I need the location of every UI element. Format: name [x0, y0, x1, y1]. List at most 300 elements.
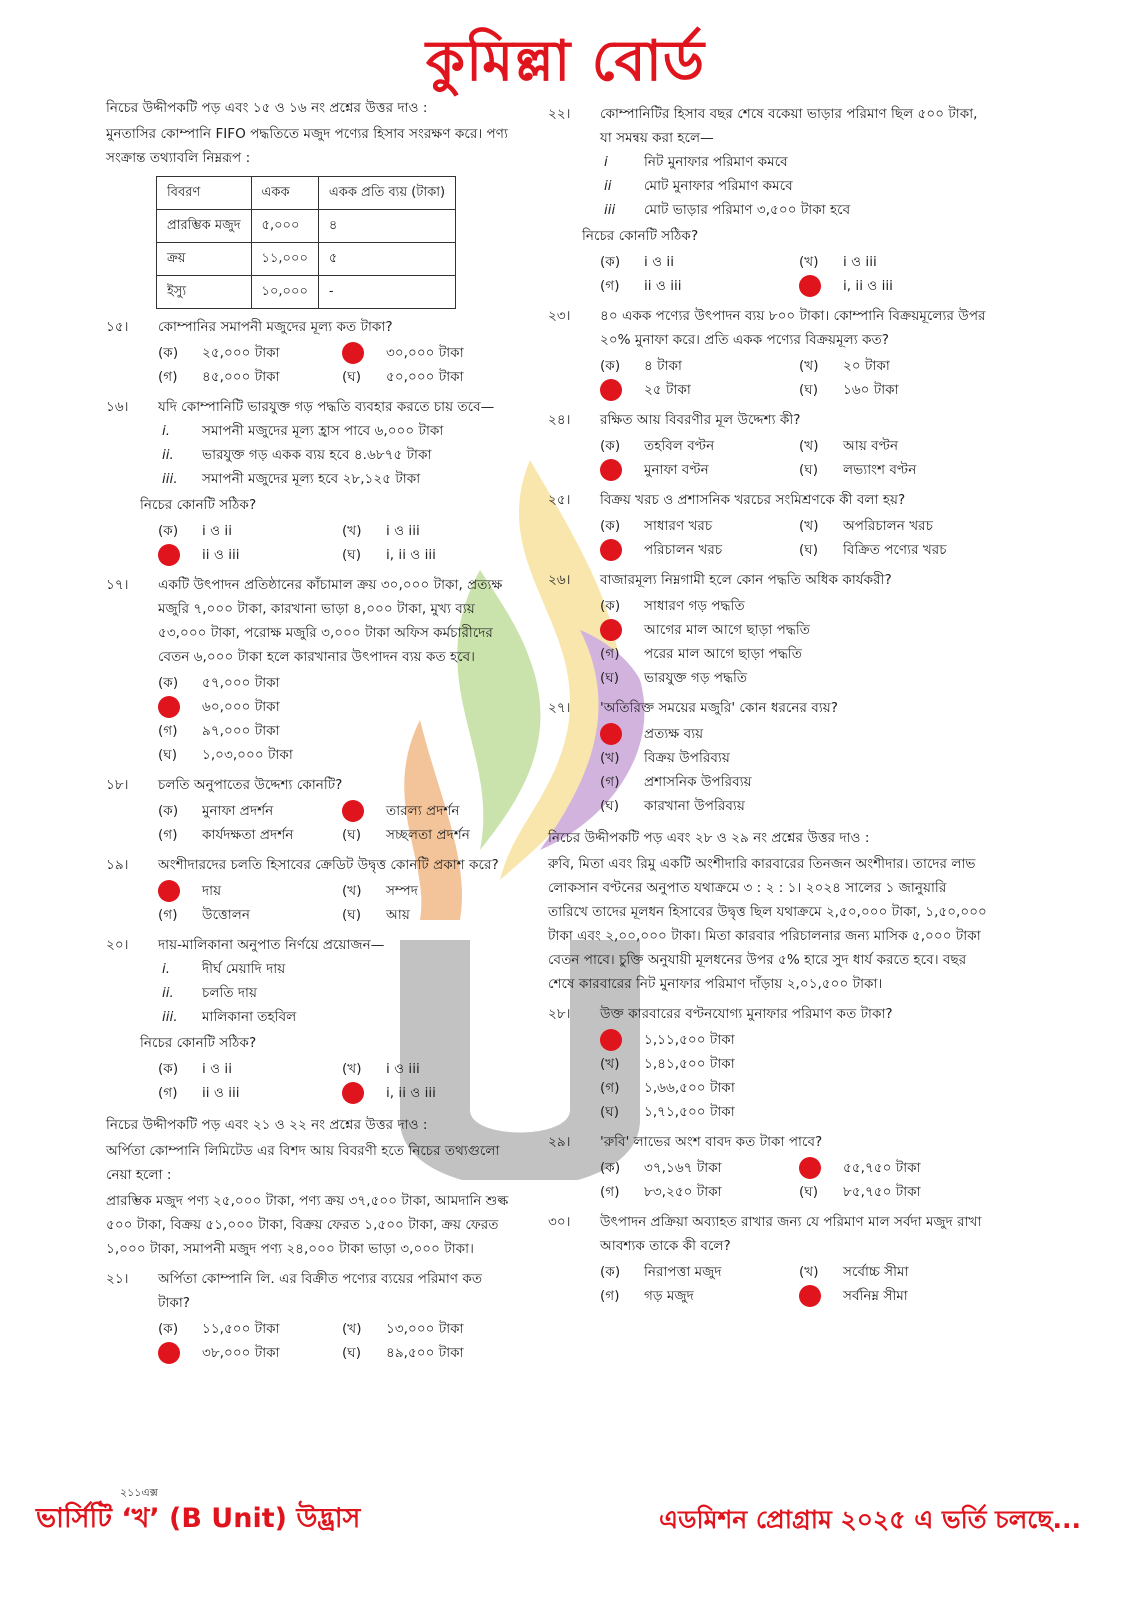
answer-option[interactable] [158, 719, 516, 743]
option-text: ৬০,০০০ টাকা [202, 699, 280, 715]
option-text: প্রত্যক্ষ ব্যয় [644, 726, 704, 742]
answer-option[interactable] [600, 642, 988, 666]
table-cell: ইস্যু [157, 276, 252, 309]
answer-option[interactable] [799, 458, 988, 482]
table-header-cell: একক প্রতি ব্যয় (টাকা) [318, 177, 455, 210]
answer-option[interactable] [799, 538, 988, 562]
question-text: অংশীদারদের চলতি হিসাবের ক্রেডিট উদ্বৃত্ত কোনটি প্রকাশ করে? [158, 857, 499, 873]
question-number: ৩০। [548, 1214, 571, 1230]
marked-answer-dot [600, 539, 622, 561]
option-text: ii ও iii [644, 278, 682, 294]
option-text: অপরিচালন খরচ [843, 518, 933, 534]
option-text: i ও ii [644, 254, 674, 270]
option-text: ২৫,০০০ টাকা [202, 345, 280, 361]
right-question-list-2 [548, 1002, 988, 1308]
answer-option[interactable] [158, 1317, 332, 1341]
option-label: (খ) [799, 254, 819, 270]
option-text: ১৩,০০০ টাকা [386, 1321, 464, 1337]
question-number: ২০। [106, 937, 129, 953]
option-text: ১,৪১,৫০০ টাকা [644, 1056, 735, 1072]
options-list [158, 519, 516, 567]
statement-item [162, 467, 516, 491]
option-label: (গ) [600, 1184, 620, 1200]
option-text: লভ্যাংশ বণ্টন [843, 462, 917, 478]
question-item [548, 1210, 988, 1308]
marked-answer-dot [799, 1285, 821, 1307]
answer-option[interactable] [158, 543, 332, 567]
table-cell: ৫,০০০ [251, 210, 318, 243]
option-text: দায় [202, 883, 222, 899]
option-label: (গ) [600, 1080, 620, 1096]
options-list [600, 1260, 988, 1308]
option-label: (ক) [600, 438, 621, 454]
option-text: বিক্রিত পণ্যের খরচ [843, 542, 947, 558]
question-number: ১৯। [106, 857, 129, 873]
statement-item [604, 150, 988, 174]
options-list [600, 434, 988, 482]
option-text: আগের মাল আগে ছাড়া পদ্ধতি [644, 622, 810, 638]
option-text: ভারযুক্ত গড় পদ্ধতি [644, 670, 748, 686]
question-number: ২৯। [548, 1134, 571, 1150]
question-item [548, 304, 988, 402]
options-list [600, 594, 988, 690]
statement-item [162, 981, 516, 1005]
option-label: (গ) [158, 907, 178, 923]
option-text: তহবিল বণ্টন [644, 438, 715, 454]
stimulus-2-text: অর্পিতা কোম্পানি লিমিটেড এর বিশদ আয় বিবরণী হতে নিচের তথ্যগুলো নেয়া হলো : [106, 1143, 500, 1183]
question-body [600, 1130, 988, 1204]
answer-option[interactable] [600, 458, 789, 482]
option-text: সাধারণ খরচ [644, 518, 713, 534]
answer-option[interactable] [600, 538, 789, 562]
statement-text: নিট মুনাফার পরিমাণ কমবে [644, 154, 788, 170]
answer-option[interactable] [600, 1076, 988, 1100]
answer-option[interactable] [600, 594, 988, 618]
answer-option[interactable] [600, 1100, 988, 1124]
statement-text: ভারযুক্ত গড় একক ব্যয় হবে ৪.৬৮৭৫ টাকা [202, 447, 432, 463]
option-label: (খ) [342, 1061, 362, 1077]
option-text: ২৫ টাকা [644, 382, 691, 398]
statement-item [162, 419, 516, 443]
answer-option[interactable] [342, 519, 516, 543]
answer-option[interactable] [799, 1260, 988, 1284]
answer-option[interactable] [600, 746, 988, 770]
question-number: ১৮। [106, 777, 129, 793]
option-text: পরিচালন খরচ [644, 542, 723, 558]
statement-roman: i [604, 154, 608, 170]
question-number: ১৭। [106, 577, 129, 593]
left-column [106, 96, 516, 1365]
question-body [158, 315, 516, 389]
option-text: উত্তোলন [202, 907, 250, 923]
answer-option[interactable] [600, 434, 789, 458]
answer-option[interactable] [158, 743, 516, 767]
option-label: (ঘ) [158, 747, 178, 763]
question-text: কোম্পানিটির হিসাব বছর শেষে বকেয়া ভাড়ার পরিমাণ ছিল ৫০০ টাকা, যা সমন্বয় করা হলে— [600, 106, 978, 146]
options-list [600, 1156, 988, 1204]
answer-option[interactable] [799, 1284, 988, 1308]
answer-option[interactable] [158, 519, 332, 543]
answer-option[interactable] [158, 903, 332, 927]
option-label: (ক) [158, 675, 179, 691]
options-list [600, 1028, 988, 1124]
option-text: সর্বনিম্ন সীমা [843, 1288, 908, 1304]
answer-option[interactable] [158, 799, 332, 823]
option-text: সম্পদ [386, 883, 418, 899]
question-body [600, 568, 988, 690]
option-text: গড় মজুদ [644, 1288, 694, 1304]
option-label: (গ) [158, 723, 178, 739]
option-text: পরের মাল আগে ছাড়া পদ্ধতি [644, 646, 802, 662]
option-text: নিরাপত্তা মজুদ [644, 1264, 722, 1280]
option-label: (ক) [600, 598, 621, 614]
option-label: (খ) [600, 750, 620, 766]
statement-text: সমাপনী মজুদের মূল্য হবে ২৮,১২৫ টাকা [202, 471, 421, 487]
answer-option[interactable] [600, 1284, 789, 1308]
answer-option[interactable] [799, 514, 988, 538]
statement-item [162, 957, 516, 981]
answer-option[interactable] [799, 274, 988, 298]
table-cell: প্রারম্ভিক মজুদ [157, 210, 252, 243]
answer-option[interactable] [342, 879, 516, 903]
options-list [600, 354, 988, 402]
question-ask: নিচের কোনটি সঠিক? [582, 228, 699, 244]
option-text: কারখানা উপরিব্যয় [644, 798, 745, 814]
option-text: i ও iii [843, 254, 877, 270]
option-text: ১,১১,৫০০ টাকা [644, 1032, 735, 1048]
answer-option[interactable] [342, 823, 516, 847]
option-label: (ক) [158, 523, 179, 539]
question-body [158, 853, 516, 927]
option-text: ৪৯,৫০০ টাকা [386, 1345, 464, 1361]
question-text: 'রুবি' লাভের অংশ বাবদ কত টাকা পাবে? [600, 1134, 823, 1150]
question-item [106, 1267, 516, 1365]
option-label: (ঘ) [600, 670, 620, 686]
question-body [158, 573, 516, 767]
question-text: চলতি অনুপাতের উদ্দেশ্য কোনটি? [158, 777, 343, 793]
question-text: রক্ষিত আয় বিবরণীর মূল উদ্দেশ্য কী? [600, 412, 801, 428]
option-text: ৫৫,৭৫০ টাকা [843, 1160, 921, 1176]
answer-option[interactable] [342, 341, 516, 365]
answer-option[interactable] [799, 250, 988, 274]
question-text: কোম্পানির সমাপনী মজুদের মূল্য কত টাকা? [158, 319, 393, 335]
marked-answer-dot [600, 1029, 622, 1051]
question-body [600, 696, 988, 818]
option-text: প্রশাসনিক উপরিব্যয় [644, 774, 752, 790]
answer-option[interactable] [600, 618, 988, 642]
answer-option[interactable] [600, 794, 988, 818]
option-text: বিক্রয় উপরিব্যয় [644, 750, 730, 766]
table-cell: - [318, 276, 455, 309]
question-text: উৎপাদন প্রক্রিয়া অব্যাহত রাখার জন্য যে পরিমাণ মাল সর্বদা মজুদ রাখা আবশ্যক তাকে কী বলে? [600, 1214, 982, 1254]
marked-answer-dot [600, 723, 622, 745]
option-text: আয় [386, 907, 410, 923]
answer-option[interactable] [158, 1081, 332, 1105]
option-label: (খ) [342, 1321, 362, 1337]
question-number: ২১। [106, 1271, 129, 1287]
question-item [106, 933, 516, 1105]
question-ask: নিচের কোনটি সঠিক? [140, 497, 257, 513]
answer-option[interactable] [158, 671, 516, 695]
answer-option[interactable] [342, 1081, 516, 1105]
option-text: ii ও iii [202, 1085, 240, 1101]
answer-option[interactable] [600, 770, 988, 794]
stimulus-1-text: মুনতাসির কোম্পানি FIFO পদ্ধতিতে মজুদ পণ্যের হিসাব সংরক্ষণ করে। পণ্য সংক্রান্ত তথ্যাবলি নিম্নরূপ : [106, 126, 508, 166]
option-label: (ক) [158, 1321, 179, 1337]
option-text: ৪৫,০০০ টাকা [202, 369, 280, 385]
statement-text: মোট মুনাফার পরিমাণ কমবে [644, 178, 793, 194]
stimulus-3-instruction: নিচের উদ্দীপকটি পড় এবং ২৮ ও ২৯ নং প্রশ্নের উত্তর দাও : [548, 830, 870, 846]
answer-option[interactable] [158, 1057, 332, 1081]
answer-option[interactable] [600, 666, 988, 690]
answer-option[interactable] [600, 274, 789, 298]
table-cell: ৫ [318, 243, 455, 276]
question-item [548, 102, 988, 298]
question-number: ২৪। [548, 412, 571, 428]
answer-option[interactable] [158, 1341, 332, 1365]
question-text: যদি কোম্পানিটি ভারযুক্ত গড় পদ্ধতি ব্যবহার করতে চায় তবে— [158, 399, 495, 415]
answer-option[interactable] [799, 354, 988, 378]
question-number: ২৬। [548, 572, 571, 588]
marked-answer-dot [342, 800, 364, 822]
option-label: (খ) [799, 438, 819, 454]
options-list [158, 671, 516, 767]
question-item [548, 408, 988, 482]
marked-answer-dot [600, 619, 622, 641]
option-label: (ঘ) [600, 798, 620, 814]
answer-option[interactable] [799, 1180, 988, 1204]
option-label: (ঘ) [600, 1104, 620, 1120]
answer-option[interactable] [158, 341, 332, 365]
question-text: উক্ত কারবারের বণ্টনযোগ্য মুনাফার পরিমাণ কত টাকা? [600, 1006, 893, 1022]
option-label: (ঘ) [799, 542, 819, 558]
option-text: ৮৫,৭৫০ টাকা [843, 1184, 921, 1200]
question-number: ২৩। [548, 308, 571, 324]
statement-text: সমাপনী মজুদের মূল্য হ্রাস পাবে ৬,০০০ টাকা [202, 423, 444, 439]
question-item [548, 1130, 988, 1204]
option-label: (গ) [600, 774, 620, 790]
marked-answer-dot [158, 880, 180, 902]
option-text: ৪ টাকা [644, 358, 682, 374]
option-label: (খ) [799, 358, 819, 374]
statement-roman: i. [162, 423, 171, 439]
option-label: (ক) [600, 254, 621, 270]
option-text: ৮৩,২৫০ টাকা [644, 1184, 722, 1200]
answer-option[interactable] [600, 514, 789, 538]
marked-answer-dot [158, 696, 180, 718]
table-row [157, 210, 456, 243]
statement-roman: ii [604, 178, 612, 194]
question-number: ২২। [548, 106, 571, 122]
option-text: ১,৭১,৫০০ টাকা [644, 1104, 735, 1120]
table-row [157, 243, 456, 276]
answer-option[interactable] [158, 365, 332, 389]
option-label: (ক) [600, 358, 621, 374]
question-item [106, 395, 516, 567]
marked-answer-dot [158, 544, 180, 566]
option-text: মুনাফা প্রদর্শন [202, 803, 274, 819]
answer-option[interactable] [600, 250, 789, 274]
marked-answer-dot [600, 459, 622, 481]
statement-roman: i. [162, 961, 171, 977]
question-number: ২৫। [548, 492, 571, 508]
table-cell: ৪ [318, 210, 455, 243]
page-tag: ২১১এক্স [120, 1486, 158, 1499]
option-label: (গ) [600, 278, 620, 294]
option-label: (খ) [342, 523, 362, 539]
option-label: (ঘ) [799, 462, 819, 478]
answer-option[interactable] [799, 1156, 988, 1180]
table-cell: ক্রয় [157, 243, 252, 276]
footer-brand: ভার্সিটি ‘খ’ (B Unit) উদ্ভ্রাস [36, 1503, 361, 1534]
option-label: (ক) [600, 1160, 621, 1176]
option-text: মুনাফা বণ্টন [644, 462, 709, 478]
question-ask: নিচের কোনটি সঠিক? [140, 1035, 257, 1051]
option-text: i ও ii [202, 1061, 232, 1077]
options-list [600, 514, 988, 562]
question-item [106, 315, 516, 389]
option-text: ৩৮,০০০ টাকা [202, 1345, 280, 1361]
table-row [157, 276, 456, 309]
options-list [158, 799, 516, 847]
option-text: ১১,৫০০ টাকা [202, 1321, 280, 1337]
answer-option[interactable] [158, 879, 332, 903]
question-body [600, 1002, 988, 1124]
statement-text: মোট ভাড়ার পরিমাণ ৩,৫০০ টাকা হবে [644, 202, 851, 218]
table-cell: ১১,০০০ [251, 243, 318, 276]
option-label: (ঘ) [799, 1184, 819, 1200]
table-header-cell: একক [251, 177, 318, 210]
question-body [158, 1267, 516, 1365]
option-label: (খ) [799, 1264, 819, 1280]
answer-option[interactable] [342, 1341, 516, 1365]
answer-option[interactable] [600, 1052, 988, 1076]
option-text: ii ও iii [202, 547, 240, 563]
question-body [140, 395, 516, 567]
option-label: (খ) [600, 1056, 620, 1072]
option-label: (গ) [158, 827, 178, 843]
answer-option[interactable] [600, 354, 789, 378]
statement-text: চলতি দায় [202, 985, 257, 1001]
answer-option[interactable] [342, 903, 516, 927]
option-label: (ঘ) [342, 907, 362, 923]
option-label: (খ) [799, 518, 819, 534]
option-text: ৫৭,০০০ টাকা [202, 675, 280, 691]
answer-option[interactable] [600, 722, 988, 746]
answer-option[interactable] [342, 543, 516, 567]
answer-option[interactable] [600, 1260, 789, 1284]
answer-option[interactable] [158, 695, 516, 719]
option-text: ৯৭,০০০ টাকা [202, 723, 280, 739]
option-label: (ঘ) [342, 827, 362, 843]
statement-item [162, 443, 516, 467]
option-label: (ক) [158, 803, 179, 819]
question-number: ২৭। [548, 700, 571, 716]
answer-option[interactable] [799, 434, 988, 458]
footer-admission-notice: এডমিশন প্রোগ্রাম ২০২৫ এ ভর্তি চলছে... [659, 1505, 1081, 1534]
answer-option[interactable] [342, 1057, 516, 1081]
answer-option[interactable] [600, 1180, 789, 1204]
options-list [158, 341, 516, 389]
option-text: সর্বোচ্চ সীমা [843, 1264, 909, 1280]
answer-option[interactable] [799, 378, 988, 402]
option-text: ১,৬৬,৫০০ টাকা [644, 1080, 735, 1096]
option-text: i ও iii [386, 1061, 420, 1077]
question-number: ১৬। [106, 399, 129, 415]
option-label: (খ) [342, 883, 362, 899]
answer-option[interactable] [342, 799, 516, 823]
option-label: (গ) [600, 646, 620, 662]
question-text: বাজারমূল্য নিম্নগামী হলে কোন পদ্ধতি অধিক কার্যকরী? [600, 572, 892, 588]
options-list [600, 250, 988, 298]
option-label: (ক) [158, 345, 179, 361]
question-number: ২৮। [548, 1006, 571, 1022]
option-text: কার্যদক্ষতা প্রদর্শন [202, 827, 294, 843]
option-text: ৩৭,১৬৭ টাকা [644, 1160, 722, 1176]
marked-answer-dot [158, 1342, 180, 1364]
answer-option[interactable] [600, 378, 789, 402]
question-item [106, 853, 516, 927]
inventory-table [156, 176, 456, 309]
option-text: i, ii ও iii [386, 547, 436, 563]
marked-answer-dot [342, 342, 364, 364]
stimulus-2-data: প্রারম্ভিক মজুদ পণ্য ২৫,০০০ টাকা, পণ্য ক্রয় ৩৭,৫০০ টাকা, আমদানি শুল্ক ৫০০ টাকা, বিক্রয় ৫১,০০০ টাকা, বিক্রয় ফেরত ১,৫০০ টাকা, ক্রয় ফেরত ১,০০০ টাকা, সমাপনী মজুদ পণ্য ২৪,০০০ টাকা ভাড়া ৩,০০০ টাকা। [106, 1193, 509, 1257]
question-item [548, 488, 988, 562]
answer-option[interactable] [158, 823, 332, 847]
table-header-row [157, 177, 456, 210]
answer-option[interactable] [342, 365, 516, 389]
question-item [106, 573, 516, 767]
statement-roman: iii. [162, 1009, 178, 1025]
question-item [106, 773, 516, 847]
question-text: 'অতিরিক্ত সময়ের মজুরি' কোন ধরনের ব্যয়? [600, 700, 839, 716]
right-column [548, 96, 988, 1308]
options-list [158, 1317, 516, 1365]
statement-roman: ii. [162, 985, 174, 1001]
question-body [600, 488, 988, 562]
option-text: তারল্য প্রদর্শন [386, 803, 460, 819]
stimulus-3-text: রুবি, মিতা এবং রিমু একটি অংশীদারি কারবারের তিনজন অংশীদার। তাদের লাভ লোকসান বণ্টনের অনুপাত যথাক্রমে ৩ : ২ : ১। ২০২৪ সালের ১ জানুয়ারি তারিখে তাদের মূলধন হিসাবের উদ্বৃত্ত ছিল যথাক্রমে ২,৫০,০০০ টাকা, ১,৫০,০০০ টাকা এবং ২,০০,০০০ টাকা। মিতা কারবার পরিচালনার জন্য মাসিক ৫,০০০ টাকা বেতন পাবে। চুক্তি অনুযায়ী মূলধনের উপর ৫% হারে সুদ ধার্য করতে হবে। বছর শেষে কারবারের নিট মুনাফার পরিমাণ দাঁড়ায় ২,০১,৫০০ টাকা। [548, 856, 987, 992]
option-label: (ক) [600, 1264, 621, 1280]
question-body [600, 1210, 988, 1308]
option-label: (ঘ) [342, 547, 362, 563]
option-label: (ক) [158, 1061, 179, 1077]
question-item [548, 1002, 988, 1124]
options-list [158, 1057, 516, 1105]
question-text: ৪০ একক পণ্যের উৎপাদন ব্যয় ৮০০ টাকা। কোম্পানি বিক্রয়মূল্যের উপর ২০% মুনাফা করে। প্রতি একক পণ্যের বিক্রয়মূল্য কত? [600, 308, 986, 348]
statement-roman: iii [604, 202, 616, 218]
question-text: দায়-মালিকানা অনুপাত নির্ণয়ে প্রয়োজন— [158, 937, 385, 953]
question-text: বিক্রয় খরচ ও প্রশাসনিক খরচের সংমিশ্রণকে কী বলা হয়? [600, 492, 906, 508]
option-label: (গ) [158, 1085, 178, 1101]
option-text: আয় বণ্টন [843, 438, 899, 454]
option-text: ১,০৩,০০০ টাকা [202, 747, 293, 763]
question-body [140, 933, 516, 1105]
option-text: i ও ii [202, 523, 232, 539]
stimulus-1-instruction: নিচের উদ্দীপকটি পড় এবং ১৫ ও ১৬ নং প্রশ্নের উত্তর দাও : [106, 100, 428, 116]
statement-item [162, 1005, 516, 1029]
options-list [158, 879, 516, 927]
answer-option[interactable] [600, 1028, 988, 1052]
question-body [582, 102, 988, 298]
question-item [548, 568, 988, 690]
answer-option[interactable] [600, 1156, 789, 1180]
marked-answer-dot [600, 379, 622, 401]
stimulus-2-instruction: নিচের উদ্দীপকটি পড় এবং ২১ ও ২২ নং প্রশ্নের উত্তর দাও : [106, 1117, 428, 1133]
answer-option[interactable] [342, 1317, 516, 1341]
left-question-list [106, 315, 516, 1105]
option-label: (ক) [600, 518, 621, 534]
